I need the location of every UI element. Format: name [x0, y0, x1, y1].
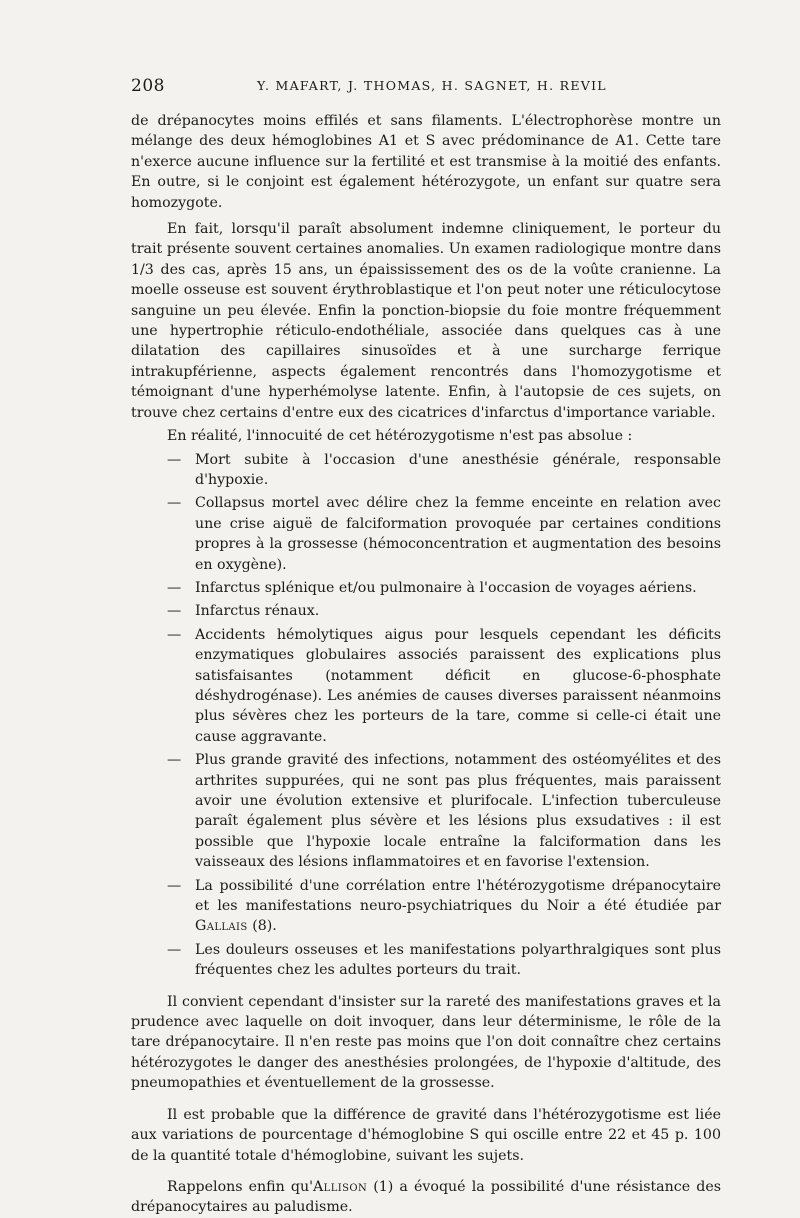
list-item-text: Infarctus splénique et/ou pulmonaire à l'occasion de voyages aériens.	[195, 579, 697, 596]
paragraph-severity-caution: Il convient cependant d'insister sur la rareté des manifestations graves et la prudence avec laquelle on doit invoquer, dans leur déterminisme, le rôle de la tare drépanocytaire. Il n'en reste pas moins que l'on doit connaître chez certains hétérozygotes le danger des anesthésies prolongées, de l'hypoxie d'altitude, des pneumopathies et éventuellement de la grossesse.	[131, 993, 721, 1092]
list-item	[131, 578, 721, 598]
em-dash-bullet: —	[167, 626, 182, 643]
list-item-text-with-citation	[195, 876, 721, 937]
complications-list	[131, 450, 721, 981]
list-item	[131, 601, 721, 621]
list-item	[131, 450, 721, 491]
list-item-text: Accidents hémolytiques aigus pour lesquels cependant les déficits enzymatiques globulaires associés paraissent des explications plus satisfaisantes (notamment déficit en glucose-6-phosphate déshydrogénase). Les anémies de causes diverses paraissent néanmoins plus sévères chez les porteurs de la tare, comme si celle-ci était une cause aggravante.	[195, 626, 721, 745]
paragraph-text-end: (1) a évoqué la possibilité d'une résistance des drépanocytaires au paludisme.	[131, 1178, 721, 1216]
list-item	[131, 876, 721, 937]
em-dash-bullet: —	[167, 752, 182, 769]
page-header	[131, 76, 721, 98]
paragraph-clinical-anomalies: En fait, lorsqu'il paraît absolument indemne cliniquement, le porteur du trait présente souvent certaines anomalies. Un examen radiologique montre dans 1/3 des cas, après 15 ans, un épaississement des os de la voûte cranienne. La moelle osseuse est souvent érythroblastique et l'on peut noter une réticulocytose sanguine un peu élevée. Enfin la ponction-biopsie du foie montre fréquemment une hypertrophie réticulo-endothéliale, associée dans quelques cas à une dilatation des capillaires sinusoïdes et à une surcharge ferrique intrakupférienne, aspects également rencontrés dans l'homozygotisme et témoignant d'une hyperhémolyse latente. Enfin, à l'autopsie de ces sujets, on trouve chez certains d'entre eux des cicatrices d'infarctus d'importance variable.	[131, 221, 721, 421]
paragraph-heterozygote-description: de drépanocytes moins effilés et sans filaments. L'électrophorèse montre un mélange des deux hémoglobines A1 et S avec prédominance de A1. Cette tare n'exerce aucune influence sur la fertilité et est transmise à la moitié des enfants. En outre, si le conjoint est également hétérozygote, un enfant sur quatre sera homozygote.	[131, 113, 721, 211]
list-item	[131, 493, 721, 575]
paragraph-hemoglobin-percentage: Il est probable que la différence de gravité dans l'hétérozygotisme est liée aux variations de pourcentage d'hémoglobine S qui oscille entre 22 et 45 p. 100 de la quantité totale d'hémoglobine, suivant les sujets.	[131, 1106, 721, 1164]
list-item	[131, 625, 721, 747]
list-item-text: Les douleurs osseuses et les manifestations polyarthralgiques sont plus fréquentes chez les adultes porteurs du trait.	[195, 941, 721, 979]
paragraph-malaria-resistance	[131, 1177, 721, 1218]
running-head-authors: Y. MAFART, J. THOMAS, H. SAGNET, H. REVIL	[257, 78, 607, 93]
list-item-text: Mort subite à l'occasion d'une anesthésie générale, responsable d'hypoxie.	[195, 451, 721, 488]
em-dash-bullet: —	[167, 941, 182, 958]
list-item-text: La possibilité d'une corrélation entre l'hétérozygotisme drépanocytaire et les manifestations neuro-psychiatriques du Noir a été étudiée par	[195, 877, 721, 915]
page-number: 208	[131, 76, 165, 96]
list-item	[131, 940, 721, 981]
list-item-text: Infarctus rénaux.	[195, 603, 320, 620]
em-dash-bullet: —	[167, 877, 182, 894]
list-item-text: Plus grande gravité des infections, notamment des ostéomyélites et des arthrites suppurées, qui ne sont pas plus fréquentes, mais paraissent avoir une évolution extensive et plurifocale. L'infection tuberculeuse paraît également plus sévère et les lésions plus exsudatives : il est possible que l'hypoxie locale entraîne la falciformation dans les vaisseaux des lésions inflammatoires et en favorise l'extension.	[195, 752, 721, 871]
article-body	[131, 111, 721, 1218]
em-dash-bullet: —	[167, 495, 182, 512]
cited-author-allison: Allison	[313, 1178, 368, 1195]
em-dash-bullet: —	[167, 579, 182, 596]
em-dash-bullet: —	[167, 603, 182, 620]
list-item	[131, 750, 721, 872]
paragraph-text-start: Rappelons enfin qu'	[167, 1178, 314, 1195]
paragraph-list-intro: En réalité, l'innocuité de cet hétérozygotisme n'est pas absolue :	[167, 428, 633, 445]
reference-number: (8).	[252, 918, 277, 935]
list-item-text: Collapsus mortel avec délire chez la femme enceinte en relation avec une crise aiguë de falciformation provoquée par certaines conditions propres à la grossesse (hémoconcentration et augmentation des besoins en oxygène).	[195, 495, 721, 573]
cited-author-gallais: Gallais	[195, 918, 248, 935]
em-dash-bullet: —	[167, 451, 182, 468]
